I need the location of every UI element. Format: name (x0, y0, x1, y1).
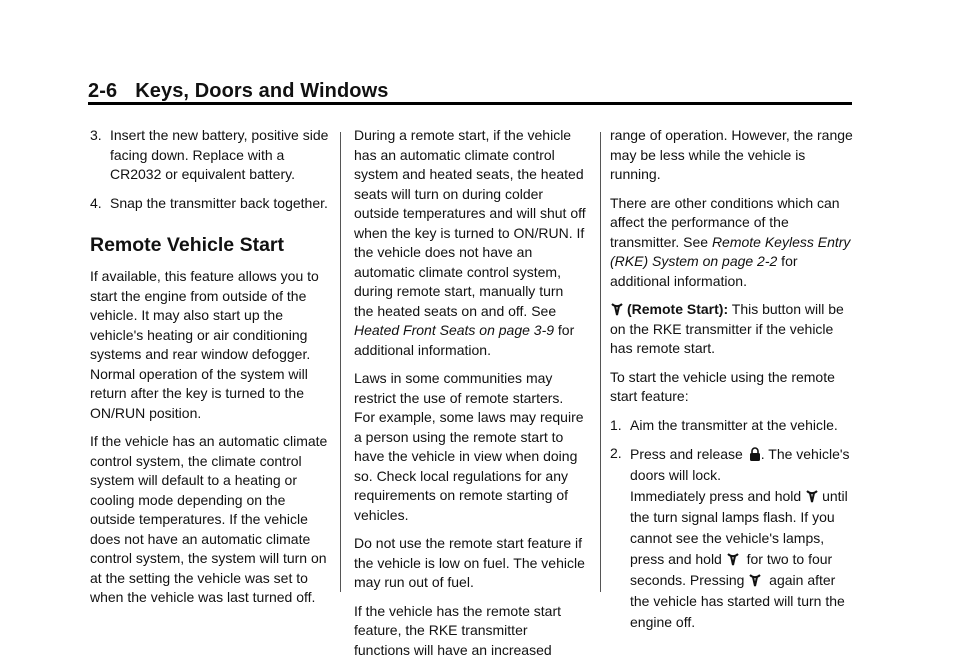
cross-reference[interactable]: Remote Keyless Entry (RKE) System on page 2-2 (610, 233, 851, 269)
column-divider (600, 132, 601, 592)
text: . The vehicle's doors will lock. (630, 446, 850, 483)
step-number: 2. (610, 445, 622, 461)
text: for additional information. (354, 322, 575, 358)
paragraph (610, 194, 855, 292)
remote-start-icon (610, 302, 624, 316)
column-2 (354, 126, 586, 669)
paragraph: Do not use the remote start feature if the vehicle is low on fuel. The vehicle may run out of fuel. (354, 535, 585, 590)
step-text: Snap the transmitter back together. (110, 194, 328, 211)
text: During a remote start, if the vehicle has an automatic climate control system and heated seats, the heated seats will turn on during colder outside temperatures and will shut off when the key is turned to ON/RUN. If the vehicle does not have an automatic climate control system, during remote start, manually turn the heated seats on and off. See (354, 127, 586, 319)
text: There are other conditions which can affect the performance of the transmitter. See (610, 194, 840, 250)
section-title: Keys, Doors and Windows (135, 80, 389, 102)
cross-reference[interactable]: Heated Front Seats on page 3-9 (354, 322, 555, 338)
section-heading: Remote Vehicle Start (90, 234, 284, 256)
step-number: 3. (90, 127, 102, 143)
text: until the turn signal lamps flash. If you cannot see the vehicle's lamps, press and hold (630, 488, 848, 567)
paragraph: Laws in some communities may restrict the use of remote starters. For example, some laws may require a person using the remote start to have the vehicle in view when doing so. Check local regulations for any requirements on remote starting of vehicles. (354, 370, 584, 523)
text: again after the vehicle has started will turn the engine off. (630, 572, 845, 630)
header-rule (88, 102, 852, 105)
lock-icon (749, 447, 761, 461)
paragraph (610, 300, 855, 359)
paragraph: range of operation. However, the range may be less while the vehicle is running. (610, 127, 853, 182)
paragraph: If the vehicle has an automatic climate control system, the climate control system will default to a heating or cooling mode depending on the outside temperatures. If the vehicle does not have an automatic climate control system, the system will turn on at the setting the vehicle was set to when the vehicle was last turned off. (90, 433, 328, 605)
remote-start-label: (Remote Start): (627, 301, 729, 317)
list-item (90, 194, 330, 214)
text: for additional information. (610, 253, 798, 289)
paragraph: If available, this feature allows you to start the engine from outside of the vehicle. It may also start up the vehicle's heating or air conditioning systems and rear window defogger. Normal operation of the system will return after the key is turned to the ON/RUN position. (90, 268, 319, 421)
step-text (630, 444, 855, 633)
step-text: Aim the transmitter at the vehicle. (630, 416, 838, 433)
paragraph: If the vehicle has the remote start feature, the RKE transmitter functions will have an increased (354, 602, 561, 658)
paragraph: To start the vehicle using the remote start feature: (610, 368, 835, 404)
column-3 (610, 126, 855, 642)
paragraph (354, 126, 586, 360)
list-item (90, 126, 330, 185)
remote-start-icon (805, 489, 819, 503)
page-number: 2-6 (88, 80, 118, 102)
step-number: 1. (610, 416, 622, 433)
column-divider (340, 132, 341, 592)
step-number: 4. (90, 194, 102, 211)
page-header (88, 80, 852, 103)
step-text: Insert the new battery, positive side facing down. Replace with a CR2032 or equivalent battery. (110, 127, 329, 182)
remote-start-icon (748, 573, 762, 587)
remote-start-icon (726, 552, 740, 566)
list-item (610, 416, 855, 436)
text: for two to four seconds. Pressing (630, 551, 833, 588)
column-1 (90, 126, 330, 617)
text: Immediately press and hold (630, 488, 806, 504)
text: This button will be on the RKE transmitter if the vehicle has remote start. (610, 301, 844, 356)
list-item (610, 444, 855, 633)
text: Press and release (630, 446, 747, 462)
